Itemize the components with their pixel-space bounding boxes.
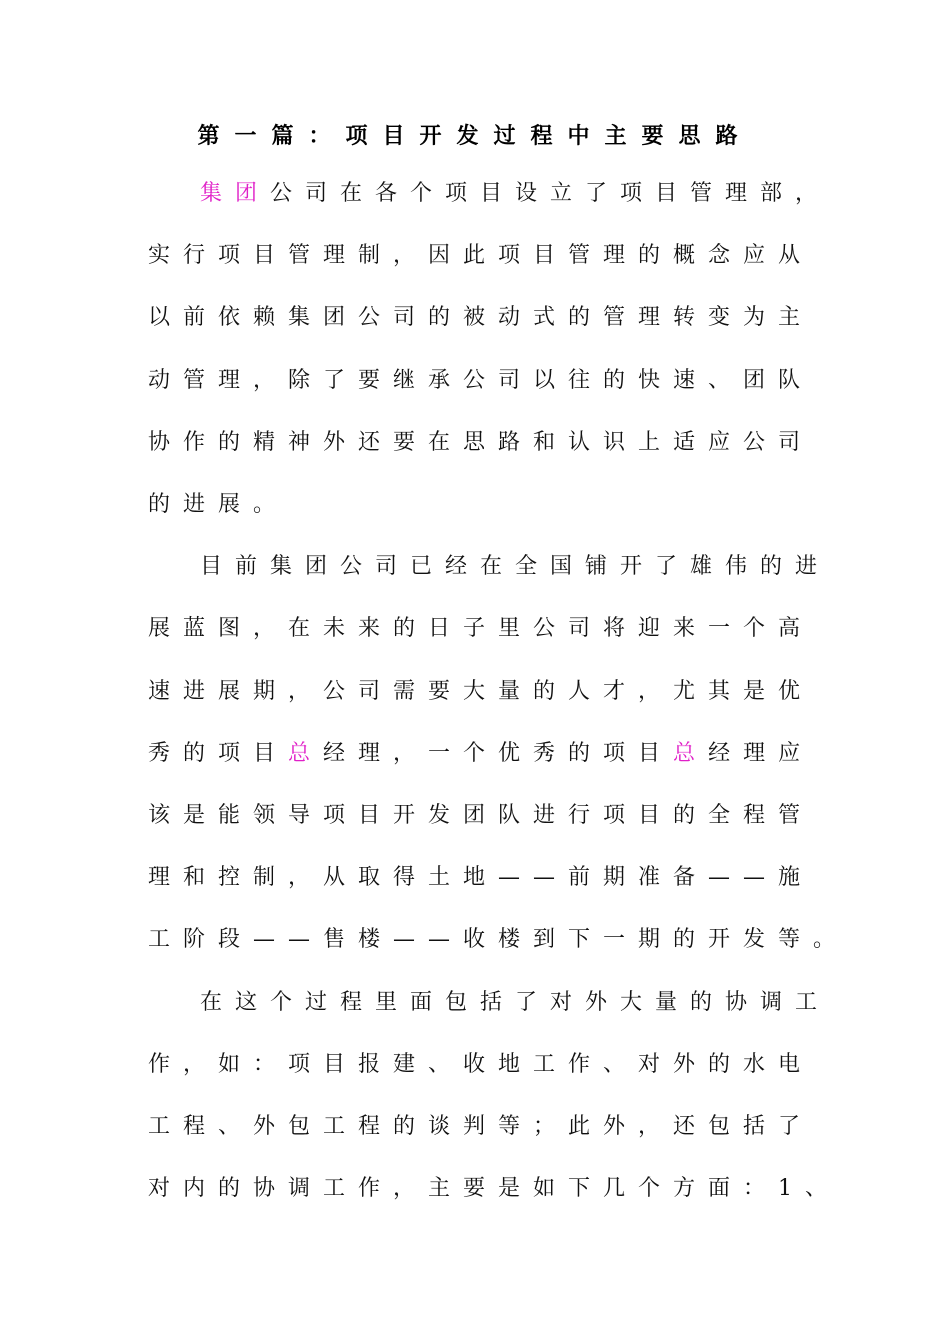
text-run: 的进展。 [148, 492, 289, 517]
paragraph-2-line-4 [148, 736, 814, 772]
paragraph-3-line-1 [200, 985, 831, 1021]
paragraph-1-line-4 [148, 363, 814, 399]
paragraph-2-line-6 [148, 860, 814, 896]
text-run: 展蓝图，在未来的日子里公司将迎来一个高 [148, 616, 814, 642]
text-run: 作，如：项目报建、收地工作、对外的水电 [148, 1051, 814, 1077]
text-run: 速进展期，公司需要大量的人才，尤其是优 [148, 678, 814, 704]
text-run: 理和控制，从取得土地——前期准备——施 [148, 865, 814, 891]
paragraph-2-line-5 [148, 798, 814, 834]
highlighted-text: 总 [288, 740, 324, 766]
text-run: 工阶段——售楼——收楼到下一期的开发等。 [148, 927, 849, 953]
paragraph-3-line-2 [148, 1047, 814, 1083]
text-run: 工程、外包工程的谈判等；此外，还包括了 [148, 1114, 814, 1139]
paragraph-3-line-4 [148, 1171, 840, 1207]
text-run: 动管理，除了要继承公司以往的快速、团队 [148, 367, 814, 393]
text-run: 秀的项目 [148, 740, 289, 766]
text-run: 目前集团公司已经在全国铺开了雄伟的进 [200, 554, 831, 580]
text-run: 实行项目管理制，因此项目管理的概念应从 [148, 243, 814, 269]
paragraph-1-line-1 [200, 176, 831, 212]
paragraph-2-line-7 [148, 922, 849, 958]
paragraph-1-line-5 [148, 425, 814, 461]
text-run: 公司在各个项目设立了项目管理部， [270, 181, 831, 206]
document-title: 第一篇：项目开发过程中主要思路 [197, 123, 753, 149]
text-run: 以前依赖集团公司的被动式的管理转变为主 [148, 305, 814, 331]
paragraph-2-line-1 [200, 549, 831, 585]
paragraph-3-line-3 [148, 1109, 814, 1145]
text-run: 协作的精神外还要在思路和认识上适应公司 [148, 429, 814, 455]
text-run: 经理应 [708, 740, 814, 766]
paragraph-2-line-2 [148, 611, 814, 647]
text-run: 在这个过程里面包括了对外大量的协调工 [200, 989, 831, 1015]
text-run: 该是能领导项目开发团队进行项目的全程管 [148, 803, 814, 828]
text-run: 对内的协调工作，主要是如下几个方面：1、 [148, 1176, 840, 1202]
paragraph-2-line-3 [148, 674, 814, 710]
paragraph-1-line-2 [148, 238, 814, 274]
highlighted-text: 总 [673, 740, 709, 766]
highlighted-text: 集团 [200, 181, 271, 206]
paragraph-1-line-6 [148, 487, 808, 523]
paragraph-1-line-3 [148, 300, 814, 336]
text-run: 经理，一个优秀的项目 [323, 740, 674, 766]
